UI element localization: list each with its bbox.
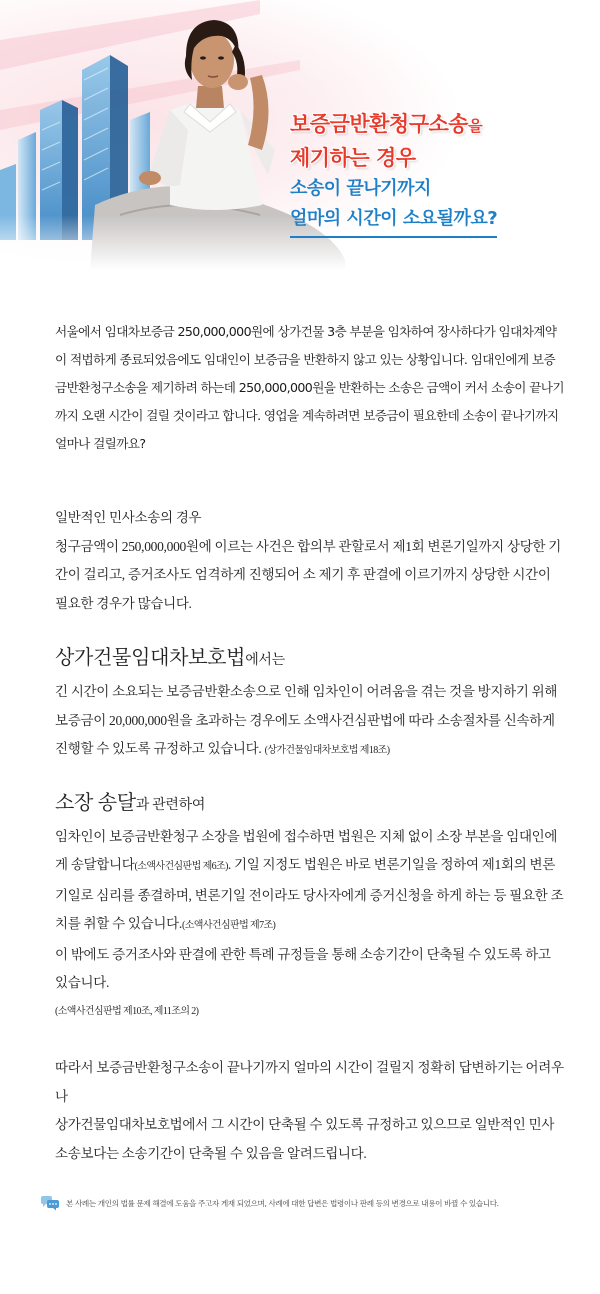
question-text: 서울에서 임대차보증금 250,000,000원에 상가건물 3층 부분을 임차하여 장사하다가 임대차계약이 적법하게 종료되었음에도 임대인이 보증금을 반환하지 않고 있는 상황입니다. 임대인에게 보증금반환청구소송을 제기하려 하는데 250,000,000원을 반환하는 소송은 금액이 커서 소송이 끝나기까지 오랜 시간이 걸릴 것이라고 합니다. 영업을 계속하려면 보증금이 필요한데 소송이 끝나기까지 얼마나 걸릴까요? bbox=[55, 324, 564, 451]
delivery-text: 임차인이 보증금반환청구 소장을 법원에 접수하면 법원은 지체 없이 소장 부본을 임대인에게 송달합니다(소액사건심판법 제6조). 기일 지정도 법원은 바로 변론기일을 정하여 제1회의 변론기일로 심리를 종결하며, 변론기일 전이라도 당사자에게 증거신청을 하게 하는 등 필요한 조치를 취할 수 있습니다.(소액사건심판법 제7조) bbox=[55, 828, 564, 931]
delivery-citation-a: (소액사건심판법 제6조) bbox=[134, 861, 228, 872]
hero-banner bbox=[0, 0, 600, 270]
general-heading: 일반적인 민사소송의 경우 bbox=[55, 510, 202, 525]
delivery-citation-c: (소액사건심판법 제10조, 제11조의 2) bbox=[55, 1005, 199, 1017]
law-heading: 상가건물임대차보호법에서는 bbox=[55, 647, 285, 669]
footnote bbox=[40, 1195, 580, 1211]
conclusion-b: 상가건물임대차보호법에서 그 시간이 단축될 수 있도록 규정하고 있으므로 일반적인 민사소송보다는 소송기간이 단축될 수 있음을 알려드립니다. bbox=[55, 1117, 555, 1161]
law-text: 긴 시간이 소요되는 보증금반환소송으로 인해 임차인이 어려움을 겪는 것을 방지하기 위해 보증금이 20,000,000원을 초과하는 경우에도 소액사건심판법에 따라 소송절차를 신속하게 진행할 수 있도록 규정하고 있습니다. (상가건물임대차보호법 제18조) bbox=[55, 684, 558, 756]
delivery-heading: 소장 송달과 관련하여 bbox=[55, 791, 206, 814]
subtitle-line-1: 소송이 끝나기까지 bbox=[290, 178, 431, 199]
title-line-2: 제기하는 경우 bbox=[290, 146, 416, 170]
delivery-text-c: 이 밖에도 증거조사와 판결에 관한 특례 규정들을 통해 소송기간이 단축될 수 있도록 하고 있습니다. bbox=[55, 946, 551, 990]
subtitle-line-2: 얼마의 시간이 소요될까요? bbox=[290, 204, 497, 238]
law-citation: (상가건물임대차보호법 제18조) bbox=[264, 745, 390, 756]
delivery-citation-b: (소액사건심판법 제7조) bbox=[181, 920, 276, 931]
speech-bubbles-icon bbox=[40, 1195, 60, 1211]
footnote-text: 본 사례는 개인의 법률 문제 해결에 도움을 주고자 게재 되었으며, 사례에 대한 답변은 법령이나 판례 등의 변경으로 내용이 바뀔 수 있습니다. bbox=[66, 1198, 499, 1208]
title-line-1: 보증금반환청구소송을 bbox=[290, 112, 483, 136]
hero-title bbox=[290, 108, 590, 238]
answer-section bbox=[55, 504, 565, 1168]
general-text: 청구금액이 250,000,000원에 이르는 사건은 합의부 관할로서 제1회 변론기일까지 상당한 기간이 걸리고, 증거조사도 엄격하게 진행되어 소 제기 후 판결에 이르기까지 상당한 시간이 필요한 경우가 많습니다. bbox=[55, 538, 562, 611]
conclusion-a: 따라서 보증금반환청구소송이 끝나기까지 얼마의 시간이 걸릴지 정확히 답변하기는 어려우나 bbox=[55, 1060, 564, 1104]
